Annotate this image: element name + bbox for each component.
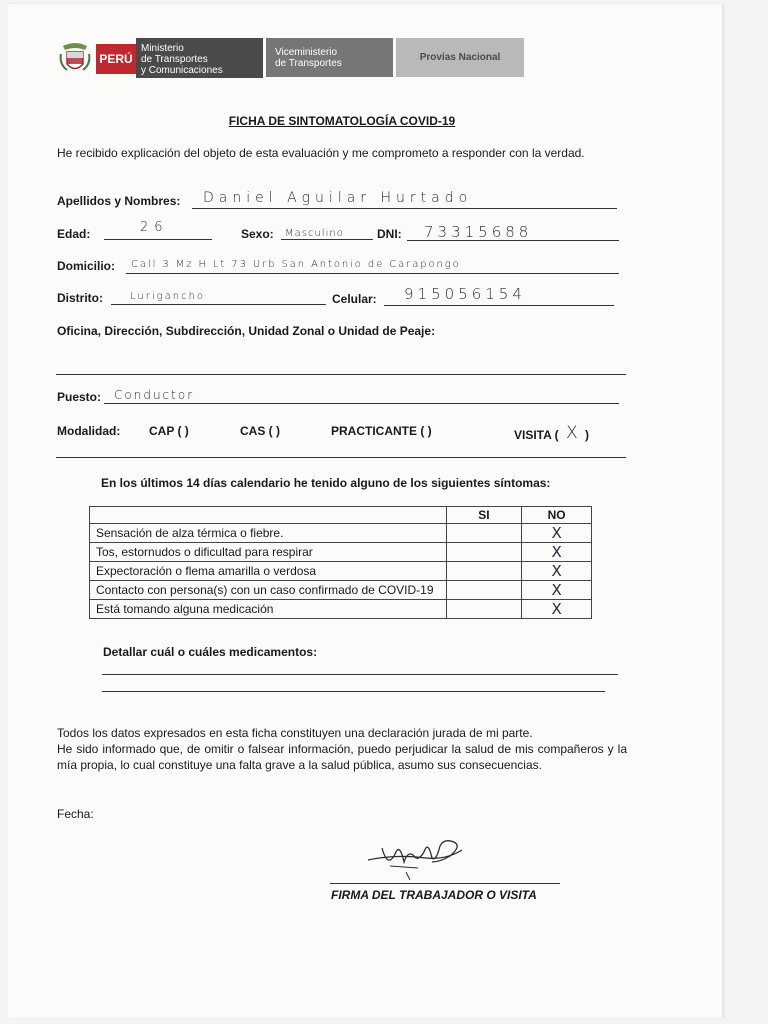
signature-image — [366, 832, 470, 882]
medicamentos-line-2[interactable] — [102, 691, 605, 692]
nombres-label: Apellidos y Nombres: — [57, 194, 181, 208]
symptom-no-cell[interactable]: X — [522, 562, 592, 581]
nombres-line — [192, 208, 617, 209]
modalidad-practicante[interactable]: PRACTICANTE ( ) — [331, 424, 432, 438]
ministerio-line: y Comunicaciones — [141, 64, 223, 76]
dni-value[interactable]: 73315688 — [424, 223, 533, 241]
modalidad-cap[interactable]: CAP ( ) — [149, 424, 189, 438]
symptom-no-cell[interactable]: X — [522, 524, 592, 543]
declaracion-text: Todos los datos expresados en esta ficha constituyen una declaración jurada de mi parte. — [57, 726, 533, 740]
provias-banner — [396, 38, 524, 77]
peru-brand — [96, 44, 136, 74]
symptom-desc: Está tomando alguna medicación — [90, 600, 447, 619]
viceministerio-banner — [266, 38, 393, 77]
intro-text: He recibido explicación del objeto de esta evaluación y me comprometo a responder con la verdad. — [57, 146, 585, 160]
modalidad-line — [56, 457, 626, 458]
symptom-desc: Sensación de alza térmica o fiebre. — [90, 524, 447, 543]
edad-label: Edad: — [57, 227, 91, 241]
edad-value[interactable]: 26 — [140, 220, 169, 235]
medicamentos-line-1[interactable] — [102, 674, 618, 675]
symptom-no-cell[interactable]: X — [522, 543, 592, 562]
symptom-desc: Contacto con persona(s) con un caso confirmado de COVID-19 — [90, 581, 447, 600]
form-title: FICHA DE SINTOMATOLOGÍA COVID-19 — [228, 114, 456, 128]
aviso-text: He sido informado que, de omitir o falsear información, puedo perjudicar la salud de mis compañeros y la mía propia, lo cual constituye una falta grave a la salud pública, asumo sus consecuencias. — [57, 742, 627, 772]
viceministerio-line: de Transportes — [275, 57, 342, 69]
distrito-line — [111, 304, 326, 305]
modalidad-label: Modalidad: — [57, 424, 121, 438]
oficina-label: Oficina, Dirección, Subdirección, Unidad Zonal o Unidad de Peaje: — [57, 324, 436, 338]
peru-label: PERÚ — [99, 51, 133, 66]
visita-check-mark: X — [566, 423, 578, 443]
table-row — [90, 543, 592, 562]
oficina-line[interactable] — [56, 374, 626, 375]
table-row — [90, 524, 592, 543]
symptom-no-cell[interactable]: X — [522, 581, 592, 600]
celular-line — [384, 305, 614, 306]
celular-label: Celular: — [332, 292, 377, 306]
sexo-label: Sexo: — [241, 227, 274, 241]
ministerio-line: de Transportes — [141, 53, 208, 65]
ministerio-line: Ministerio — [141, 42, 184, 54]
celular-value[interactable]: 915056154 — [404, 285, 526, 303]
table-row — [90, 581, 592, 600]
symptom-si-cell[interactable] — [446, 543, 522, 562]
symptoms-header-row — [90, 507, 592, 524]
sexo-value[interactable]: Masculino — [285, 228, 344, 239]
modalidad-visita[interactable] — [514, 424, 589, 444]
coat-of-arms-logo — [58, 40, 92, 76]
header-no: NO — [522, 507, 592, 524]
puesto-label: Puesto: — [57, 390, 102, 404]
domicilio-label: Domicilio: — [57, 259, 116, 273]
symptom-si-cell[interactable] — [446, 600, 522, 619]
symptoms-table — [89, 506, 592, 619]
visita-close: ) — [585, 428, 590, 442]
domicilio-line — [126, 273, 619, 274]
symptoms-heading: En los últimos 14 días calendario he tenido alguno de los siguientes síntomas: — [101, 476, 551, 490]
modalidad-cas[interactable]: CAS ( ) — [240, 424, 280, 438]
visita-open: VISITA ( — [514, 428, 559, 442]
header-cell-blank — [90, 507, 447, 524]
ministerio-banner — [136, 38, 263, 78]
dni-label: DNI: — [377, 227, 402, 241]
fecha-label: Fecha: — [57, 807, 94, 821]
table-row — [90, 600, 592, 619]
viceministerio-line: Viceministerio — [275, 46, 338, 58]
firma-label: FIRMA DEL TRABAJADOR O VISITA — [331, 888, 537, 902]
header-si: SI — [446, 507, 522, 524]
domicilio-value[interactable]: Call 3 Mz H Lt 73 Urb San Antonio de Carapongo — [131, 259, 461, 270]
puesto-line — [104, 403, 619, 404]
signature-line — [330, 883, 560, 884]
distrito-value[interactable]: Lurigancho — [130, 291, 206, 302]
distrito-label: Distrito: — [57, 291, 103, 305]
provias-label: Provías Nacional — [419, 52, 501, 63]
medicamentos-label: Detallar cuál o cuáles medicamentos: — [103, 645, 318, 659]
edad-line — [104, 239, 212, 240]
symptom-desc: Expectoración o flema amarilla o verdosa — [90, 562, 447, 581]
puesto-value[interactable]: Conductor — [114, 388, 195, 402]
symptom-desc: Tos, estornudos o dificultad para respirar — [90, 543, 447, 562]
symptom-si-cell[interactable] — [446, 581, 522, 600]
symptom-si-cell[interactable] — [446, 562, 522, 581]
sexo-line — [281, 239, 373, 240]
table-row — [90, 562, 592, 581]
symptom-si-cell[interactable] — [446, 524, 522, 543]
nombres-value[interactable]: Daniel Aguilar Hurtado — [203, 190, 473, 206]
symptom-no-cell[interactable]: X — [522, 600, 592, 619]
